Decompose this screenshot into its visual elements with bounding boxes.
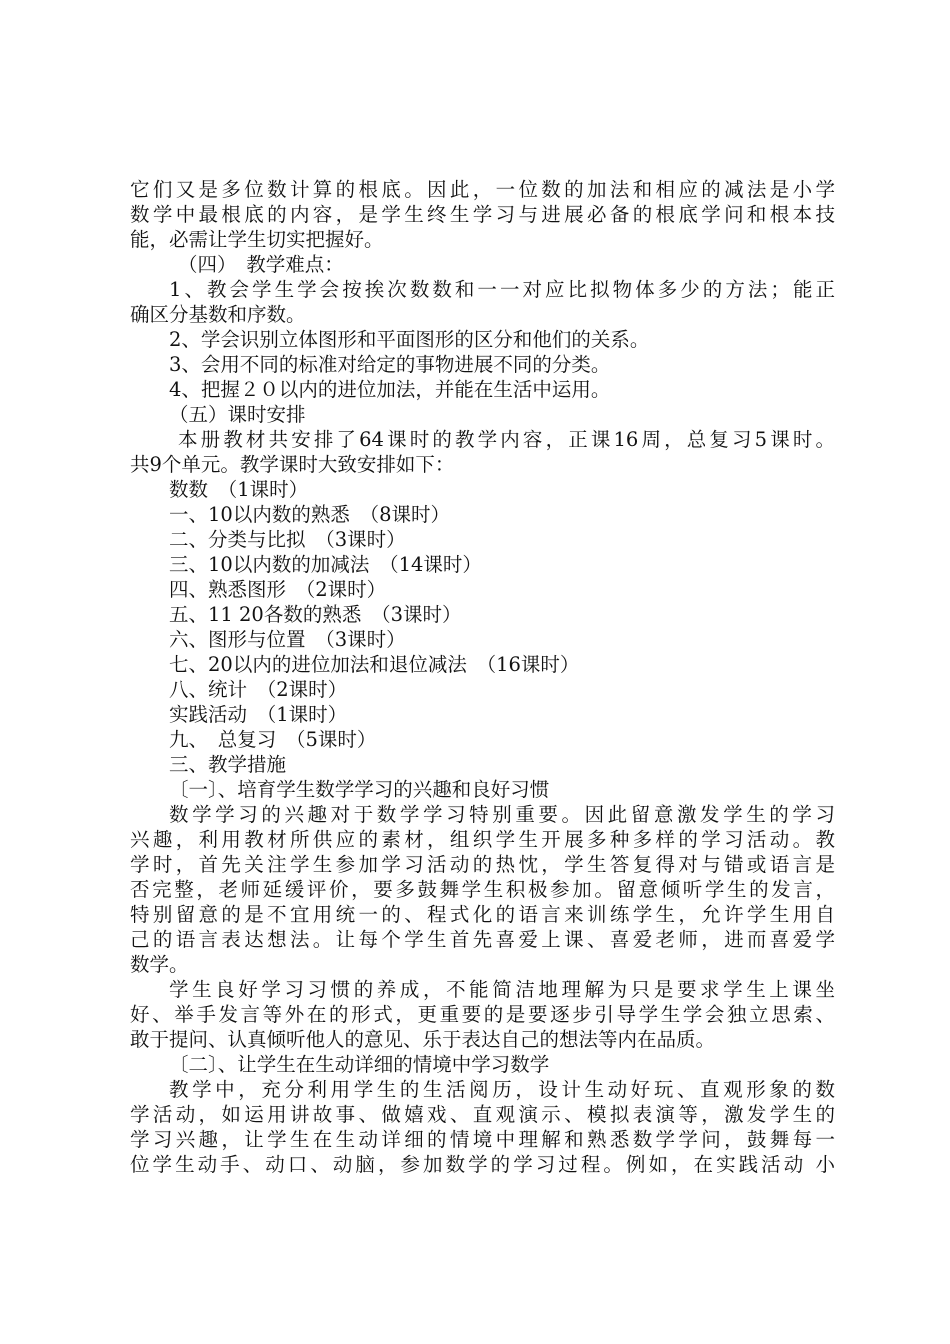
schedule-item: 七、20以内的进位加法和退位减法 （16课时） (169, 653, 580, 676)
section-heading: 三、教学措施 (169, 753, 287, 776)
document-page (130, 177, 835, 1177)
text-line: 学生良好学习习惯的养成，不能简洁地理解为只是要求学生上课坐 (169, 978, 835, 1001)
text-line: 位学生动手、动口、动脑，参加数学的学习过程。例如，在实践活动 小 (130, 1153, 835, 1176)
text-line: 本册教材共安排了64课时的教学内容，正课16周，总复习5课时。 (178, 428, 835, 451)
schedule-item: 五、11 20各数的熟悉 （3课时） (169, 603, 462, 626)
text-line: 学活动，如运用讲故事、做嬉戏、直观演示、模拟表演等，激发学生的 (130, 1103, 835, 1126)
schedule-item: 数数 （1课时） (169, 478, 309, 501)
text-line: 教学中，充分利用学生的生活阅历，设计生动好玩、直观形象的数 (169, 1078, 835, 1101)
text-line: 4、把握２０以内的进位加法，并能在生活中运用。 (169, 378, 611, 401)
text-line: 3、会用不同的标准对给定的事物进展不同的分类。 (169, 353, 611, 376)
section-heading: 〔二〕、让学生在生动详细的情境中学习数学 (169, 1053, 550, 1076)
text-line: 否完整，老师延缓评价，要多鼓舞学生积极参加。留意倾听学生的发言， (130, 878, 835, 901)
text-line: 能，必需让学生切实把握好。 (130, 228, 384, 251)
text-line: 2、学会识别立体图形和平面图形的区分和他们的关系。 (169, 328, 650, 351)
text-line: 数学学习的兴趣对于数学学习特别重要。因此留意激发学生的学习 (169, 803, 835, 826)
text-line: 己的语言表达想法。让每个学生首先喜爱上课、喜爱老师，进而喜爱学 (130, 928, 835, 951)
text-line: 兴趣，利用教材所供应的素材，组织学生开展多种多样的学习活动。教 (130, 828, 835, 851)
text-line: 它们又是多位数计算的根底。因此，一位数的加法和相应的减法是小学 (130, 178, 835, 201)
schedule-item: 实践活动 （1课时） (169, 703, 348, 726)
text-line: 数学。 (130, 953, 189, 976)
text-line: 学习兴趣，让学生在生动详细的情境中理解和熟悉数学学问，鼓舞每一 (130, 1128, 835, 1151)
schedule-item: 一、10以内数的熟悉 （8课时） (169, 503, 450, 526)
text-line: 学时，首先关注学生参加学习活动的热忱，学生答复得对与错或语言是 (130, 853, 835, 876)
schedule-item: 二、分类与比拟 （3课时） (169, 528, 406, 551)
text-line: 1、教会学生学会按挨次数数和一一对应比拟物体多少的方法；能正 (169, 278, 835, 301)
schedule-item: 九、 总复习 （5课时） (169, 728, 377, 751)
text-line: 共9个单元。教学课时大致安排如下： (130, 453, 455, 476)
text-line: 特别留意的是不宜用统一的、程式化的语言来训练学生，允许学生用自 (130, 903, 835, 926)
schedule-item: 四、熟悉图形 （2课时） (169, 578, 387, 601)
text-line: 数学中最根底的内容，是学生终生学习与进展必备的根底学问和根本技 (130, 203, 835, 226)
schedule-item: 三、10以内数的加减法 （14课时） (169, 553, 482, 576)
text-line: 确区分基数和序数。 (130, 303, 306, 326)
schedule-item: 六、图形与位置 （3课时） (169, 628, 406, 651)
text-line: 敢于提问、认真倾听他人的意见、乐于表达自己的想法等内在品质。 (130, 1028, 716, 1051)
section-heading: （四） 教学难点： (178, 253, 344, 276)
schedule-item: 八、统计 （2课时） (169, 678, 348, 701)
text-line: 好、举手发言等外在的形式，更重要的是要逐步引导学生学会独立思索、 (130, 1003, 835, 1026)
section-heading: 〔一〕、培育学生数学学习的兴趣和良好习惯 (169, 778, 550, 801)
section-heading: （五）课时安排 (169, 403, 306, 426)
